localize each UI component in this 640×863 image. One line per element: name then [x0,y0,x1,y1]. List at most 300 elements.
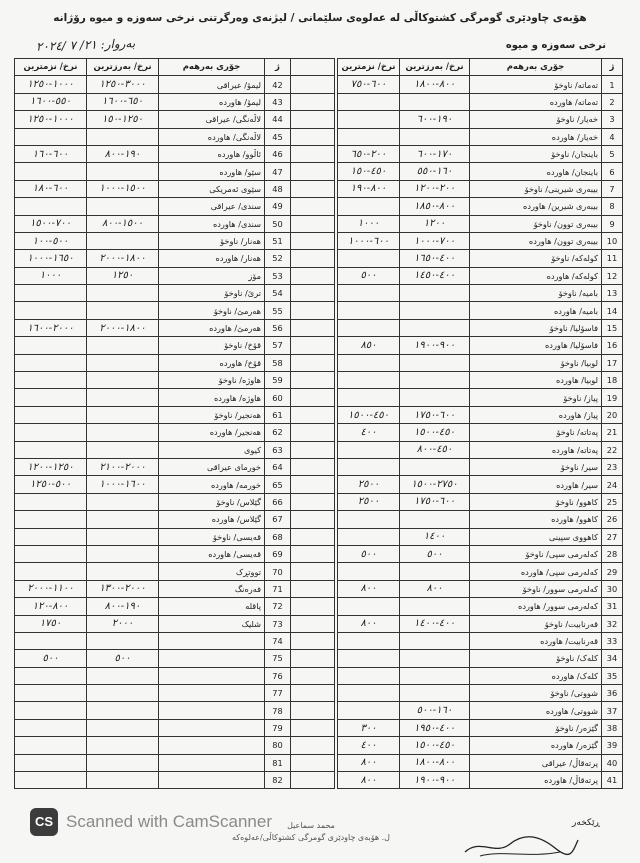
table-row [15,737,335,754]
table-row [338,250,623,267]
row-number-cell: 53 [265,267,291,284]
table-row [338,302,623,319]
table-row [338,719,623,736]
product-name-cell: باینجان/ ناوخۆ [470,145,602,162]
blank-cell [291,563,335,580]
highest-price-cell [87,441,159,458]
lowest-price-cell: ٦٠٠-١٠٠٠ [338,232,400,249]
highest-price-cell [87,545,159,562]
lowest-price-cell [338,354,400,371]
lowest-price-cell [338,650,400,667]
product-name-cell: شووتی/ ناوخۆ [470,685,602,702]
table-row [338,267,623,284]
product-name-cell: هەنار/ هاوردە [159,250,265,267]
lowest-price-cell [338,632,400,649]
lowest-price-cell [338,285,400,302]
highest-price-cell [400,319,470,336]
row-number-cell: 5 [602,145,623,162]
lowest-price-cell: ٥٥٠-١٦٠٠ [15,93,87,110]
row-number-cell: 70 [265,563,291,580]
row-number-cell: 35 [602,667,623,684]
handwritten-signature [460,830,580,860]
highest-price-cell [400,563,470,580]
product-name-cell: تەماتە/ هاوردە [470,93,602,110]
row-number-cell: 9 [602,215,623,232]
table-row [15,302,335,319]
lowest-price-cell: ٦٠٠-١٦٠ [15,145,87,162]
col-blank [291,59,335,76]
lowest-price-cell [15,719,87,736]
table-row [338,111,623,128]
product-name-cell: خورمە/ هاوردە [159,476,265,493]
blank-cell [291,232,335,249]
table-row [15,372,335,389]
lowest-price-cell [338,128,400,145]
highest-price-cell: ٧٠٠-١٠٠٠ [400,232,470,249]
highest-price-cell [87,528,159,545]
highest-price-cell: ١٨٠٠-٢٠٠٠ [87,250,159,267]
blank-cell [291,406,335,423]
product-name-cell: هەنار/ ناوخۆ [159,232,265,249]
lowest-price-cell: ٨٠٠ [338,615,400,632]
lowest-price-cell: ٢٥٠٠ [338,493,400,510]
highest-price-cell [87,511,159,528]
row-number-cell: 51 [265,232,291,249]
highest-price-cell: ١٩٠-٦٠٠ [400,111,470,128]
highest-price-cell: ١٥٠٠-١٠٠٠ [87,180,159,197]
lowest-price-cell [15,772,87,789]
row-number-cell: 13 [602,285,623,302]
row-number-cell: 61 [265,406,291,423]
highest-price-cell [87,302,159,319]
highest-price-cell [400,372,470,389]
row-number-cell: 41 [602,772,623,789]
row-number-cell: 26 [602,511,623,528]
row-number-cell: 65 [265,476,291,493]
col-lowest-price: نرخ/ نزمترین [338,59,400,76]
row-number-cell: 77 [265,685,291,702]
table-row [15,632,335,649]
blank-cell [291,424,335,441]
highest-price-cell: ٢٠٠٠-٢١٠٠ [87,458,159,475]
product-name-cell: کیوی [159,441,265,458]
lowest-price-cell: ٥٠٠-١٢٥٠ [15,476,87,493]
lowest-price-cell [15,372,87,389]
blank-cell [291,180,335,197]
table-row [15,232,335,249]
highest-price-cell: ٨٠٠-١٨٠٠ [400,754,470,771]
lowest-price-cell [15,493,87,510]
product-name-cell: قۆخ/ ناوخۆ [159,337,265,354]
row-number-cell: 42 [265,76,291,93]
row-number-cell: 68 [265,528,291,545]
product-name-cell: لاڵەنگی/ عیراقی [159,111,265,128]
row-number-cell: 81 [265,754,291,771]
product-name-cell: فاسۆلیا/ ناوخۆ [470,319,602,336]
highest-price-cell [400,285,470,302]
lowest-price-cell [338,302,400,319]
table-row [338,598,623,615]
product-name-cell: بیبەری توون/ هاوردە [470,232,602,249]
product-name-cell: کەلەرمی سوور/ هاوردە [470,598,602,615]
product-name-cell: کەلەرمی سپی/ هاوردە [470,563,602,580]
highest-price-cell [87,424,159,441]
lowest-price-cell [338,511,400,528]
table-row [338,632,623,649]
blank-cell [291,215,335,232]
highest-price-cell: ١٥٠٠-٨٠٠ [87,215,159,232]
camscanner-text: Scanned with CamScanner [66,812,273,831]
product-name-cell: کولەکە/ هاوردە [470,267,602,284]
col-number: ژ [265,59,291,76]
row-number-cell: 52 [265,250,291,267]
highest-price-cell: ٨٠٠ [400,580,470,597]
table-row [338,476,623,493]
row-number-cell: 49 [265,198,291,215]
lowest-price-cell: ١١٠٠-٢٠٠٠ [15,580,87,597]
table-row [338,650,623,667]
product-name-cell: سندی/ عیراقی [159,198,265,215]
highest-price-cell: ٣٠٠٠-١٢٥٠ [87,76,159,93]
table-row [338,615,623,632]
highest-price-cell [87,285,159,302]
blank-cell [291,598,335,615]
table-row [15,337,335,354]
col-lowest-price: نرخ/ نزمترین [15,59,87,76]
table-row [15,545,335,562]
lowest-price-cell [15,285,87,302]
highest-price-cell [87,702,159,719]
col-highest-price: نرخ/ بەرزترین [400,59,470,76]
row-number-cell: 80 [265,737,291,754]
product-name-cell: سیر/ ناوخۆ [470,458,602,475]
table-row [15,424,335,441]
lowest-price-cell [15,737,87,754]
lowest-price-cell [15,702,87,719]
product-name-cell: باینجان/ هاوردە [470,163,602,180]
product-name-cell [159,632,265,649]
table-row [15,128,335,145]
lowest-price-cell [15,424,87,441]
row-number-cell: 55 [265,302,291,319]
product-name-cell: فاسۆلیا/ هاوردە [470,337,602,354]
product-name-cell [159,754,265,771]
table-row [338,145,623,162]
row-number-cell: 2 [602,93,623,110]
lowest-price-cell: ٥٠٠ [338,545,400,562]
product-name-cell [159,667,265,684]
product-name-cell: هاوژە/ هاوردە [159,389,265,406]
row-number-cell: 8 [602,198,623,215]
lowest-price-cell: ١٠٠٠-١٢٥٠ [15,76,87,93]
highest-price-cell [400,685,470,702]
table-row [15,476,335,493]
row-number-cell: 11 [602,250,623,267]
product-name-cell: پرتەقاڵ/ عیراقی [470,754,602,771]
table-row [338,76,623,93]
highest-price-cell [400,458,470,475]
row-number-cell: 34 [602,650,623,667]
lowest-price-cell [15,685,87,702]
highest-price-cell [87,685,159,702]
product-name-cell: هەنجیر/ ناوخۆ [159,406,265,423]
col-product-type: جۆری بەرهەم [159,59,265,76]
product-name-cell: بامیە/ ناوخۆ [470,285,602,302]
blank-cell [291,580,335,597]
blank-cell [291,93,335,110]
lowest-price-cell [338,93,400,110]
row-number-cell: 57 [265,337,291,354]
lowest-price-cell [15,441,87,458]
product-name-cell: پەتاتە/ ناوخۆ [470,424,602,441]
row-number-cell: 7 [602,180,623,197]
table-row [15,285,335,302]
row-number-cell: 38 [602,719,623,736]
table-row [15,580,335,597]
highest-price-cell [400,389,470,406]
table-row [338,702,623,719]
blank-cell [291,302,335,319]
product-name-cell: بیبەری توون/ ناوخۆ [470,215,602,232]
highest-price-cell [87,493,159,510]
product-name-cell: کاهوو/ ناوخۆ [470,493,602,510]
lowest-price-cell: ٥٠٠ [338,267,400,284]
highest-price-cell: ٤٠٠-١٩٥٠ [400,719,470,736]
product-name-cell: تووتڕک [159,563,265,580]
product-name-cell: لاڵەنگی/ هاوردە [159,128,265,145]
row-number-cell: 75 [265,650,291,667]
lowest-price-cell [15,528,87,545]
row-number-cell: 4 [602,128,623,145]
lowest-price-cell [338,198,400,215]
highest-price-cell: ١٧٠-٦٠٠ [400,145,470,162]
table-row [15,354,335,371]
row-number-cell: 10 [602,232,623,249]
row-number-cell: 72 [265,598,291,615]
product-name-cell [159,719,265,736]
lowest-price-cell: ٨٠٠-١٢٠ [15,598,87,615]
row-number-cell: 1 [602,76,623,93]
highest-price-cell: ١٦٠-٥٥٠ [400,163,470,180]
lowest-price-cell [15,632,87,649]
row-number-cell: 73 [265,615,291,632]
row-number-cell: 47 [265,163,291,180]
table-row [15,702,335,719]
highest-price-cell [87,163,159,180]
product-name-cell: خەیار/ ناوخۆ [470,111,602,128]
lowest-price-cell [338,441,400,458]
table-row [15,528,335,545]
row-number-cell: 64 [265,458,291,475]
table-row [15,754,335,771]
table-row [15,198,335,215]
highest-price-cell: ٤٥٠-١٥٠٠ [400,737,470,754]
table-row [338,128,623,145]
product-name-cell: لیمۆ/ عیراقی [159,76,265,93]
highest-price-cell: ٦٠٠-١٧٥٠ [400,493,470,510]
table-row [15,406,335,423]
table-row [15,441,335,458]
lowest-price-cell: ٨٥٠ [338,337,400,354]
table-row [338,337,623,354]
product-name-cell [159,650,265,667]
lowest-price-cell: ٦٠٠-٧٥٠ [338,76,400,93]
product-name-cell: لیمۆ/ هاوردە [159,93,265,110]
product-name-cell: پیاز/ هاوردە [470,406,602,423]
row-number-cell: 63 [265,441,291,458]
highest-price-cell: ٤٠٠-١٦٥٠ [400,250,470,267]
document-subtitle: نرخی سەوزە و میوە [505,40,606,51]
handwritten-date: بەروار: ٢١/ ٧ /٢٠٢٤ [35,36,136,54]
row-number-cell: 16 [602,337,623,354]
lowest-price-cell [15,667,87,684]
stamp-left: محمد سماعیل ل. هۆبەی چاودێری گومرگی کشتوکاڵی/عەلوەکە [232,821,390,842]
row-number-cell: 54 [265,285,291,302]
lowest-price-cell: ٣٠٠ [338,719,400,736]
lowest-price-cell [15,545,87,562]
table-row [15,319,335,336]
table-row [338,528,623,545]
product-name-cell: کەلەرمی سپی/ ناوخۆ [470,545,602,562]
product-name-cell: قەیسی/ ناوخۆ [159,528,265,545]
lowest-price-cell [15,337,87,354]
table-row [338,93,623,110]
lowest-price-cell: ٨٠٠ [338,772,400,789]
product-name-cell: بامیە/ هاوردە [470,302,602,319]
row-number-cell: 82 [265,772,291,789]
table-row [338,667,623,684]
product-name-cell: سێو/ هاوردە [159,163,265,180]
row-number-cell: 3 [602,111,623,128]
product-name-cell: پیاز/ ناوخۆ [470,389,602,406]
table-row [15,511,335,528]
row-number-cell: 20 [602,406,623,423]
highest-price-cell: ١٦٠-٥٠٠ [400,702,470,719]
product-name-cell: کاهوو/ هاوردە [470,511,602,528]
highest-price-cell: ٤٠٠-١٤٠٠ [400,615,470,632]
row-number-cell: 43 [265,93,291,110]
row-number-cell: 12 [602,267,623,284]
lowest-price-cell: ٢٠٠-٦٥٠ [338,145,400,162]
lowest-price-cell [15,198,87,215]
highest-price-cell [87,337,159,354]
blank-cell [291,719,335,736]
lowest-price-cell: ٨٠٠-١٩٠ [338,180,400,197]
product-name-cell: شووتی/ هاوردە [470,702,602,719]
table-row [338,754,623,771]
highest-price-cell [400,93,470,110]
highest-price-cell [87,632,159,649]
product-name-cell: خەیار/ هاوردە [470,128,602,145]
col-product-type: جۆری بەرهەم [470,59,602,76]
lowest-price-cell [15,302,87,319]
product-name-cell: سێوی ئەمریکی [159,180,265,197]
highest-price-cell [87,667,159,684]
lowest-price-cell [15,354,87,371]
product-name-cell [159,737,265,754]
table-row [338,563,623,580]
lowest-price-cell [338,389,400,406]
row-number-cell: 69 [265,545,291,562]
table-row [338,180,623,197]
table-row [338,458,623,475]
product-name-cell: ئاڵوو/ هاوردە [159,145,265,162]
table-header-row [338,59,623,76]
blank-cell [291,337,335,354]
product-name-cell: قۆخ/ هاوردە [159,354,265,371]
highest-price-cell [87,737,159,754]
product-name-cell: لوبیا/ ناوخۆ [470,354,602,371]
highest-price-cell: ٨٠٠-١٨٠٠ [400,76,470,93]
product-name-cell: گێلاس/ ناوخۆ [159,493,265,510]
table-row [338,163,623,180]
table-row [338,198,623,215]
blank-cell [291,737,335,754]
product-name-cell: هاوژە/ ناوخۆ [159,372,265,389]
lowest-price-cell: ٤٠٠ [338,424,400,441]
row-number-cell: 36 [602,685,623,702]
lowest-price-cell [15,163,87,180]
highest-price-cell [87,772,159,789]
lowest-price-cell: ٤٠٠ [338,737,400,754]
product-name-cell: شلیک [159,615,265,632]
lowest-price-cell [338,372,400,389]
row-number-cell: 79 [265,719,291,736]
blank-cell [291,458,335,475]
table-row [15,772,335,789]
highest-price-cell [400,511,470,528]
row-number-cell: 45 [265,128,291,145]
row-number-cell: 44 [265,111,291,128]
blank-cell [291,267,335,284]
highest-price-cell [87,719,159,736]
highest-price-cell: ١٢٠٠ [400,215,470,232]
row-number-cell: 25 [602,493,623,510]
highest-price-cell [87,754,159,771]
blank-cell [291,632,335,649]
table-row [15,215,335,232]
lowest-price-cell [15,406,87,423]
lowest-price-cell: ١٦٥٠-١٠٠٠ [15,250,87,267]
row-number-cell: 78 [265,702,291,719]
highest-price-cell: ٩٠٠-١٩٠٠ [400,772,470,789]
document-title: هۆبەی چاودێری گومرگی کشتوکاڵی لە عەلوەی سلێمانی / لیژنەی وەرگرتنی نرخی سەوزە و میوە رۆژانە [53,12,587,24]
lowest-price-cell: ٥٠٠-١٠٠ [15,232,87,249]
blank-cell [291,163,335,180]
table-row [15,458,335,475]
lowest-price-cell: ٢٥٠٠ [338,476,400,493]
highest-price-cell [87,389,159,406]
table-row [15,563,335,580]
table-row [15,615,335,632]
highest-price-cell [400,598,470,615]
row-number-cell: 15 [602,319,623,336]
highest-price-cell: ٢٠٠٠-١٣٠٠ [87,580,159,597]
table-row [15,250,335,267]
product-name-cell: کلەک/ ناوخۆ [470,650,602,667]
lowest-price-cell: ١٠٠٠ [15,267,87,284]
product-name-cell: گێزەر/ هاوردە [470,737,602,754]
highest-price-cell: ٥٠٠ [400,545,470,562]
row-number-cell: 40 [602,754,623,771]
product-name-cell: کەلەرمی سوور/ ناوخۆ [470,580,602,597]
table-row [338,319,623,336]
blank-cell [291,702,335,719]
product-name-cell [159,772,265,789]
table-row [338,389,623,406]
highest-price-cell [87,372,159,389]
col-number: ژ [602,59,623,76]
